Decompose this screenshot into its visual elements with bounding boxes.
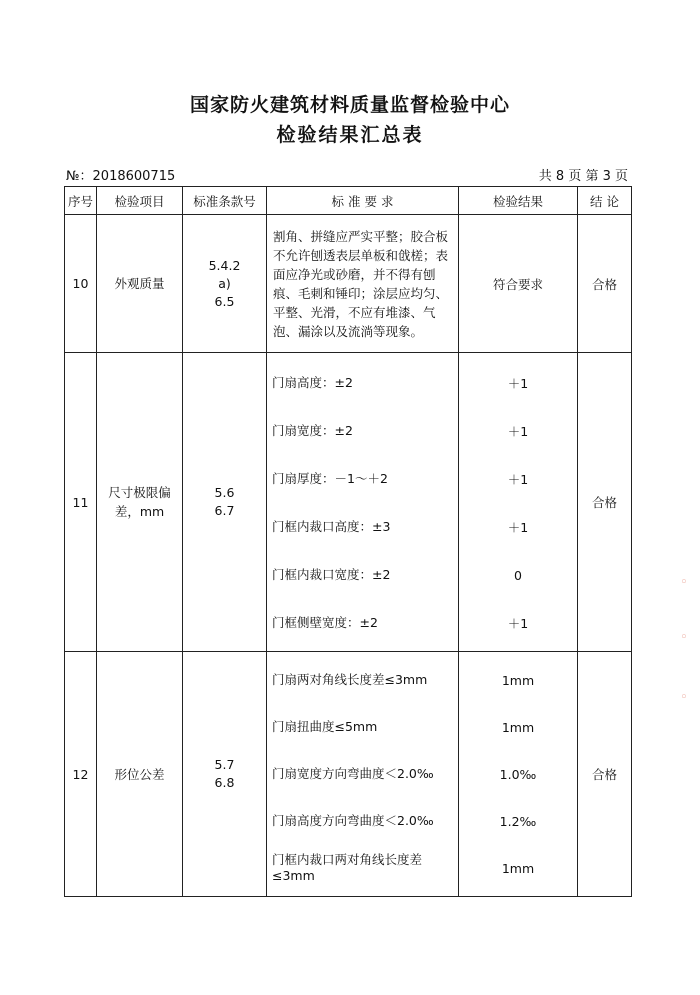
column-header-requirement: 标 准 要 求 xyxy=(267,187,459,215)
partial-seal-mark: ◦ xyxy=(680,575,688,590)
table-row xyxy=(65,215,632,353)
column-header-result: 检验结果 xyxy=(459,187,578,215)
row-number: 10 xyxy=(65,215,97,353)
inspection-item: 形位公差 xyxy=(114,766,165,782)
inspection-item: 外观质量 xyxy=(114,276,165,291)
document-number: №：2018600715 xyxy=(66,169,176,184)
result-item: ＋1 xyxy=(507,424,529,439)
report-title: 国家防火建筑材料质量监督检验中心 xyxy=(189,94,510,116)
result-item: 1mm xyxy=(501,672,535,688)
requirement-item: 门框侧壁宽度：±2 xyxy=(272,615,378,630)
requirement-item: 门扇两对角线长度差≤3mm xyxy=(272,672,428,687)
page-info: 共 8 页 第 3 页 xyxy=(538,169,628,184)
standard-clause: 5.7 6.8 xyxy=(214,757,235,790)
report-subtitle: 检验结果汇总表 xyxy=(276,124,424,146)
column-header-conclusion: 结 论 xyxy=(578,187,632,215)
requirement-item: 门框内裁口宽度：±2 xyxy=(272,567,391,582)
requirement-item: 门扇扭曲度≤5mm xyxy=(272,719,378,734)
results-table xyxy=(64,186,632,897)
column-header-clause: 标准条款号 xyxy=(183,187,267,215)
result-item: 1mm xyxy=(501,860,535,876)
table-row xyxy=(65,353,632,652)
requirement-item: 门扇高度：±2 xyxy=(272,375,353,390)
conclusion: 合格 xyxy=(578,652,632,897)
row-number: 12 xyxy=(65,652,97,897)
conclusion: 合格 xyxy=(578,215,632,353)
requirement-item: 门扇宽度：±2 xyxy=(272,423,353,438)
result-item: ＋1 xyxy=(507,616,529,631)
table-header-row xyxy=(65,187,632,215)
table-row xyxy=(65,652,632,897)
inspection-result: 符合要求 xyxy=(459,215,578,353)
inspection-item: 尺寸极限偏差，mm xyxy=(108,485,171,519)
result-item: 1.2‰ xyxy=(499,813,537,829)
result-item: ＋1 xyxy=(507,376,529,391)
standard-requirement: 割角、拼缝应严实平整；胶合板不允许刨透表层单板和戗槎；表面应净光或砂磨，并不得有刨痕、毛刺和锤印；涂层应均匀、平整、光滑，不应有堆漆、气泡、漏涂以及流淌等现象。 xyxy=(273,228,449,339)
standard-clause: 5.6 6.7 xyxy=(214,485,235,518)
result-item: 0 xyxy=(514,567,522,583)
requirement-item: 门框内裁口高度：±3 xyxy=(272,519,391,534)
result-item: ＋1 xyxy=(507,472,529,487)
result-item: 1mm xyxy=(501,719,535,735)
result-item: ＋1 xyxy=(507,520,529,535)
partial-seal-mark: ◦ xyxy=(680,690,688,705)
column-header-no: 序号 xyxy=(65,187,97,215)
result-item: 1.0‰ xyxy=(499,766,537,782)
requirement-item: 门框内裁口两对角线长度差≤3mm xyxy=(272,852,423,883)
row-number: 11 xyxy=(65,353,97,652)
standard-clause: 5.4.2 a) 6.5 xyxy=(208,257,241,309)
requirement-item: 门扇宽度方向弯曲度＜2.0‰ xyxy=(272,766,434,781)
requirement-item: 门扇厚度：－1～＋2 xyxy=(272,471,388,486)
conclusion: 合格 xyxy=(578,353,632,652)
partial-seal-mark: ◦ xyxy=(680,630,688,645)
column-header-item: 检验项目 xyxy=(97,187,183,215)
requirement-item: 门扇高度方向弯曲度＜2.0‰ xyxy=(272,813,434,828)
